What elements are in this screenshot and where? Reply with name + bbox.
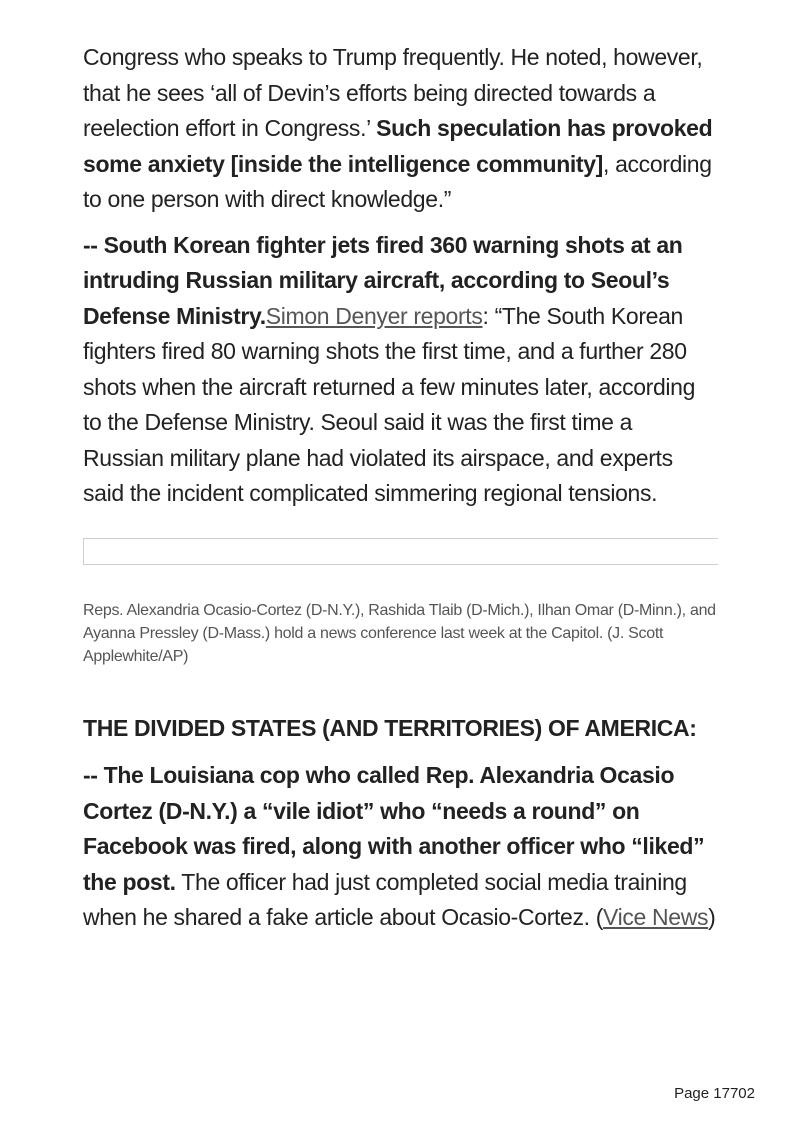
page-number: Page 17702: [674, 1085, 755, 1102]
bold-lead: -- South Korean fighter jets fired 360 warning shots at an intruding Russian military aircraft, according to Seoul’s Defense Ministry.: [83, 231, 683, 329]
paragraph-tail: , according to one person with direct knowledge.”: [83, 150, 712, 212]
image-placeholder-box: [83, 538, 718, 565]
paragraph-tail: : “The South Korean fighters fired 80 warning shots the first time, and a further 280 shots when the aircraft returned a few minutes later, according to the Defense Ministry. Seoul said it was the first time a Russian military plane had violated its airspace, and experts said the incident complicated simmering regional tensions.: [83, 302, 696, 506]
closing-paren: ): [708, 904, 716, 930]
paragraph-south-korea: [83, 228, 718, 512]
vice-news-link[interactable]: Vice News: [603, 904, 709, 930]
simon-denyer-link[interactable]: Simon Denyer reports: [265, 302, 483, 329]
photo-caption: Reps. Alexandria Ocasio-Cortez (D-N.Y.), Rashida Tlaib (D-Mich.), Ilhan Omar (D-Minn.), and Ayanna Pressley (D-Mass.) hold a news conference last week at the Capitol. (J. Scott Applewhite/AP): [83, 601, 716, 665]
bold-lead: -- The Louisiana cop who called Rep. Alexandria Ocasio Cortez (D-N.Y.) a “vile idiot” who “needs a round” on Facebook was fired, along with another officer who “liked” the post.: [83, 762, 705, 895]
article-body: [83, 40, 718, 1087]
paragraph-tail: The officer had just completed social media training when he shared a fake article about Ocasio-Cortez. (: [83, 868, 687, 930]
paragraph-intelligence: [83, 40, 718, 218]
paragraph-louisiana-cop: [83, 758, 718, 936]
section-heading: THE DIVIDED STATES (AND TERRITORIES) OF AMERICA:: [83, 714, 697, 741]
bold-highlight: Such speculation has provoked some anxiety [inside the intelligence community]: [83, 115, 713, 177]
paragraph-text: Congress who speaks to Trump frequently. He noted, however, that he sees ‘all of Devin’s efforts being directed towards a reelection effort in Congress.’: [83, 44, 703, 141]
